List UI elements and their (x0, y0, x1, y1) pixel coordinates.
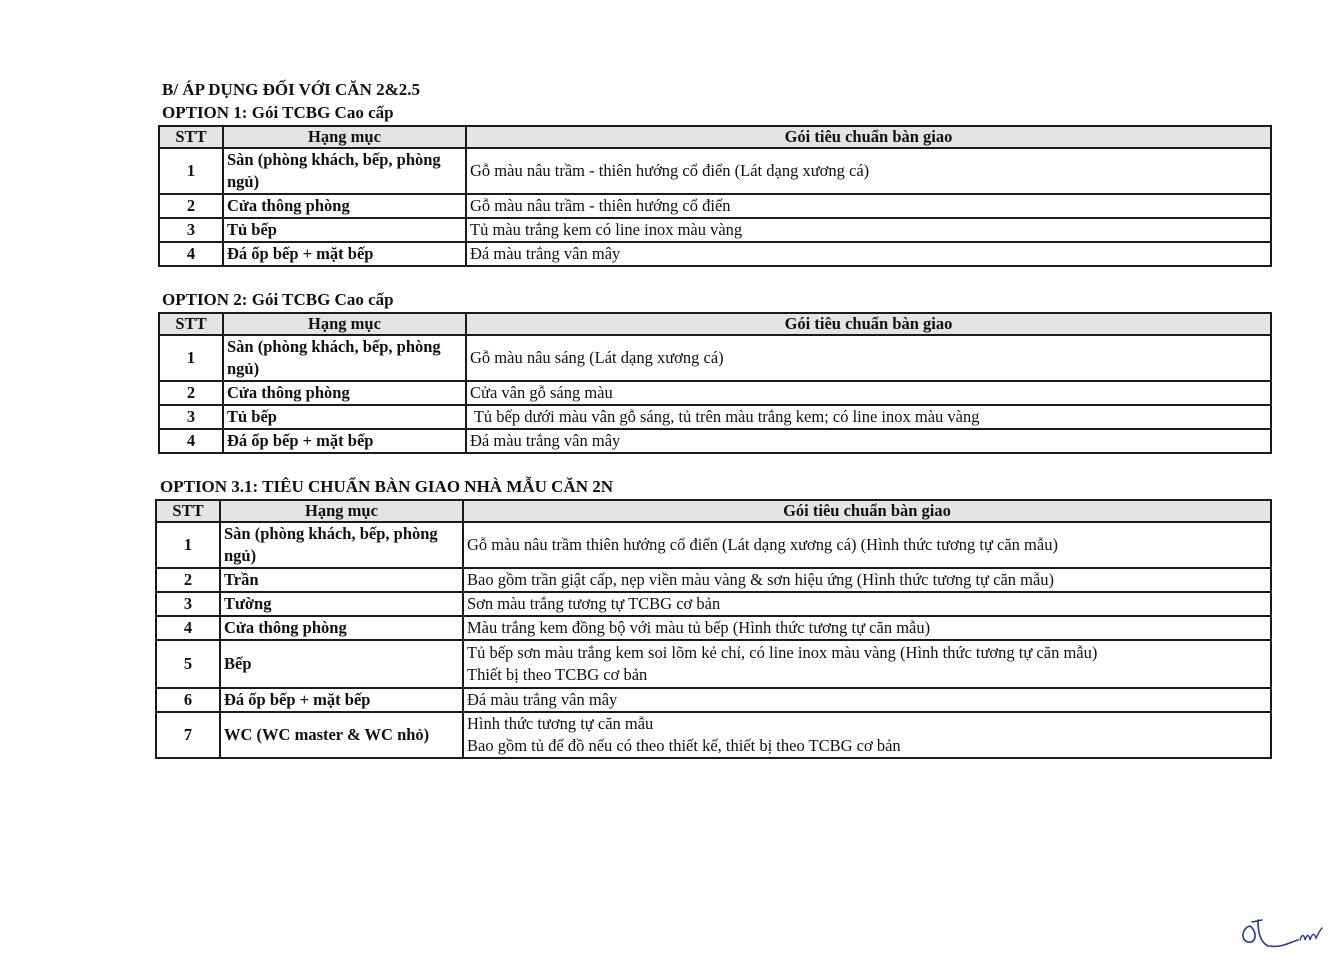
row-spec: Tủ bếp dưới màu vân gỗ sáng, tủ trên màu trắng kem; có line inox màu vàng (466, 405, 1271, 429)
row-spec: Gỗ màu nâu trầm - thiên hướng cổ điển (Lát dạng xương cá) (466, 148, 1271, 194)
table-row (159, 335, 1271, 381)
option-1-title: OPTION 1: Gói TCBG Cao cấp (162, 103, 394, 122)
row-stt: 2 (159, 194, 223, 218)
row-item: Tủ bếp (223, 405, 466, 429)
row-stt: 6 (156, 688, 220, 712)
row-spec (463, 712, 1271, 758)
row-stt: 3 (156, 592, 220, 616)
row-spec: Đá màu trắng vân mây (466, 242, 1271, 266)
header-spec: Gói tiêu chuẩn bàn giao (463, 500, 1271, 522)
row-stt: 3 (159, 405, 223, 429)
option-1-table (158, 125, 1272, 267)
row-spec-line: Thiết bị theo TCBG cơ bản (467, 665, 648, 684)
row-stt: 1 (156, 522, 220, 568)
row-stt: 5 (156, 640, 220, 688)
table-row (159, 405, 1271, 429)
signature-mark (1228, 898, 1328, 953)
row-item: Đá ốp bếp + mặt bếp (223, 242, 466, 266)
row-spec-line: Hình thức tương tự căn mẫu (467, 714, 654, 733)
row-spec: Đá màu trắng vân mây (463, 688, 1271, 712)
row-spec: Bao gồm trần giật cấp, nẹp viền màu vàng & sơn hiệu ứng (Hình thức tương tự căn mẫu) (463, 568, 1271, 592)
row-item: Tủ bếp (223, 218, 466, 242)
table-row (156, 688, 1271, 712)
option-3-title: OPTION 3.1: TIÊU CHUẨN BÀN GIAO NHÀ MẪU CĂN 2N (160, 477, 614, 496)
row-spec: Gỗ màu nâu trầm thiên hướng cổ điển (Lát dạng xương cá) (Hình thức tương tự căn mẫu) (463, 522, 1271, 568)
option-2-title: OPTION 2: Gói TCBG Cao cấp (162, 290, 394, 309)
header-stt: STT (159, 126, 223, 148)
row-spec: Màu trắng kem đồng bộ với màu tủ bếp (Hình thức tương tự căn mẫu) (463, 616, 1271, 640)
row-spec: Cửa vân gỗ sáng màu (466, 381, 1271, 405)
option-3-table (155, 499, 1272, 759)
row-spec-line: Bao gồm tủ để đồ nếu có theo thiết kế, thiết bị theo TCBG cơ bản (467, 736, 901, 755)
row-item: Sàn (phòng khách, bếp, phòng ngủ) (220, 522, 463, 568)
row-stt: 3 (159, 218, 223, 242)
table-header-row (159, 126, 1271, 148)
table-row (159, 381, 1271, 405)
header-category: Hạng mục (223, 126, 466, 148)
row-stt: 1 (159, 148, 223, 194)
row-item: Bếp (220, 640, 463, 688)
table-header-row (156, 500, 1271, 522)
row-item: Cửa thông phòng (220, 616, 463, 640)
row-spec-line: Tủ bếp sơn màu trắng kem soi lõm kẻ chỉ, có line inox màu vàng (Hình thức tương tự căn mẫu) (467, 643, 1098, 662)
row-spec: Gỗ màu nâu sáng (Lát dạng xương cá) (466, 335, 1271, 381)
header-category: Hạng mục (220, 500, 463, 522)
row-spec: Đá màu trắng vân mây (466, 429, 1271, 453)
row-item: Cửa thông phòng (223, 381, 466, 405)
table-row (156, 712, 1271, 758)
row-stt: 2 (159, 381, 223, 405)
row-item: Cửa thông phòng (223, 194, 466, 218)
row-item: Tường (220, 592, 463, 616)
table-row (159, 218, 1271, 242)
option-2-table (158, 312, 1272, 454)
table-header-row (159, 313, 1271, 335)
table-row (156, 640, 1271, 688)
table-row (159, 148, 1271, 194)
row-item: WC (WC master & WC nhỏ) (220, 712, 463, 758)
table-row (156, 616, 1271, 640)
table-row (156, 568, 1271, 592)
row-stt: 1 (159, 335, 223, 381)
row-stt: 2 (156, 568, 220, 592)
header-category: Hạng mục (223, 313, 466, 335)
header-stt: STT (156, 500, 220, 522)
row-spec (463, 640, 1271, 688)
row-stt: 4 (156, 616, 220, 640)
row-stt: 7 (156, 712, 220, 758)
row-spec: Gỗ màu nâu trầm - thiên hướng cổ điển (466, 194, 1271, 218)
row-item: Trần (220, 568, 463, 592)
table-row (159, 194, 1271, 218)
row-stt: 4 (159, 242, 223, 266)
row-spec: Tủ màu trắng kem có line inox màu vàng (466, 218, 1271, 242)
table-row (159, 242, 1271, 266)
row-item: Sàn (phòng khách, bếp, phòng ngủ) (223, 148, 466, 194)
header-stt: STT (159, 313, 223, 335)
section-title: B/ ÁP DỤNG ĐỐI VỚI CĂN 2&2.5 (162, 80, 421, 99)
table-row (156, 592, 1271, 616)
table-row (159, 429, 1271, 453)
header-spec: Gói tiêu chuẩn bàn giao (466, 126, 1271, 148)
row-item: Sàn (phòng khách, bếp, phòng ngủ) (223, 335, 466, 381)
header-spec: Gói tiêu chuẩn bàn giao (466, 313, 1271, 335)
row-spec: Sơn màu trắng tương tự TCBG cơ bản (463, 592, 1271, 616)
table-row (156, 522, 1271, 568)
row-stt: 4 (159, 429, 223, 453)
row-item: Đá ốp bếp + mặt bếp (223, 429, 466, 453)
row-item: Đá ốp bếp + mặt bếp (220, 688, 463, 712)
